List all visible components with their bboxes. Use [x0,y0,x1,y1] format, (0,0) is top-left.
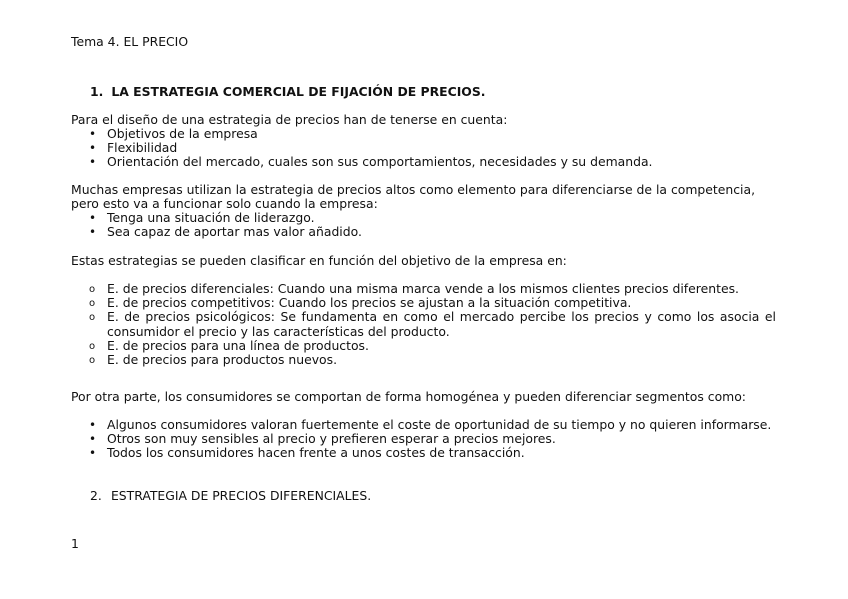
bullet-icon: • [89,211,97,225]
list-item: • Todos los consumidores hacen frente a unos costes de transacción. [89,445,525,461]
circle-bullet-icon: o [89,284,96,295]
bullet-icon: • [89,432,97,447]
list-4 [71,418,777,461]
section-1-title: LA ESTRATEGIA COMERCIAL DE FIJACIÓN DE PRECIOS. [111,84,486,99]
list-item: • Objetivos de la empresa [89,126,258,141]
circle-bullet-icon: o [89,298,96,310]
circle-bullet-icon: o [89,340,96,352]
paragraph-1: Para el diseño de una estrategia de precios han de tenerse en cuenta: [71,112,508,127]
paragraph-3: Estas estrategias se pueden clasificar en función del objetivo de la empresa en: [71,253,567,268]
list-item: • Tenga una situación de liderazgo. [89,210,315,225]
list-item: • Flexibilidad [89,140,178,156]
paragraph-2: Muchas empresas utilizan la estrategia de precios altos como elemento para diferenciarse de la competencia, pero esto va a funcionar solo cuando la empresa: [71,182,756,212]
list-3 [71,282,776,367]
list-item: o E. de precios para una línea de productos. [89,337,369,353]
section-2-number: 2. [90,488,102,503]
bullet-icon: • [89,225,97,240]
bullet-icon: • [89,155,97,170]
section-2-heading [90,489,371,503]
section-1-heading [90,85,485,99]
list-2 [71,211,777,239]
list-1 [71,127,777,170]
list-item: • Orientación del mercado, cuales son sus comportamientos, necesidades y su demanda. [89,154,653,170]
list-item: o E. de precios competitivos: Cuando los precios se ajustan a la situación competitiva. [89,295,632,311]
bullet-icon: • [89,141,97,156]
list-item: o E. de precios psicológicos: Se fundamenta en como el mercado percibe los precios y como los asocia el consumidor el precio y las características del producto. [89,309,776,339]
page-number: 1 [71,536,79,551]
bullet-icon: • [89,418,97,432]
circle-bullet-icon: o [89,355,96,367]
circle-bullet-icon: o [89,312,96,324]
list-item: • Otros son muy sensibles al precio y prefieren esperar a precios mejores. [89,431,556,447]
list-item: • Algunos consumidores valoran fuertemente el coste de oportunidad de su tiempo y no quieren informarse. [89,417,772,432]
list-item: o E. de precios para productos nuevos. [89,352,338,368]
section-2-title: ESTRATEGIA DE PRECIOS DIFERENCIALES. [110,488,372,503]
bullet-icon: • [89,446,97,461]
list-item: o E. de precios diferenciales: Cuando una misma marca vende a los mismos clientes precios diferentes. [89,281,739,296]
paragraph-4: Por otra parte, los consumidores se comportan de forma homogénea y pueden diferenciar segmentos como: [71,389,746,404]
bullet-icon: • [89,127,97,141]
page-header: Tema 4. EL PRECIO [71,34,189,49]
list-item: • Sea capaz de aportar mas valor añadido. [89,224,362,240]
section-1-number: 1. [90,84,104,99]
